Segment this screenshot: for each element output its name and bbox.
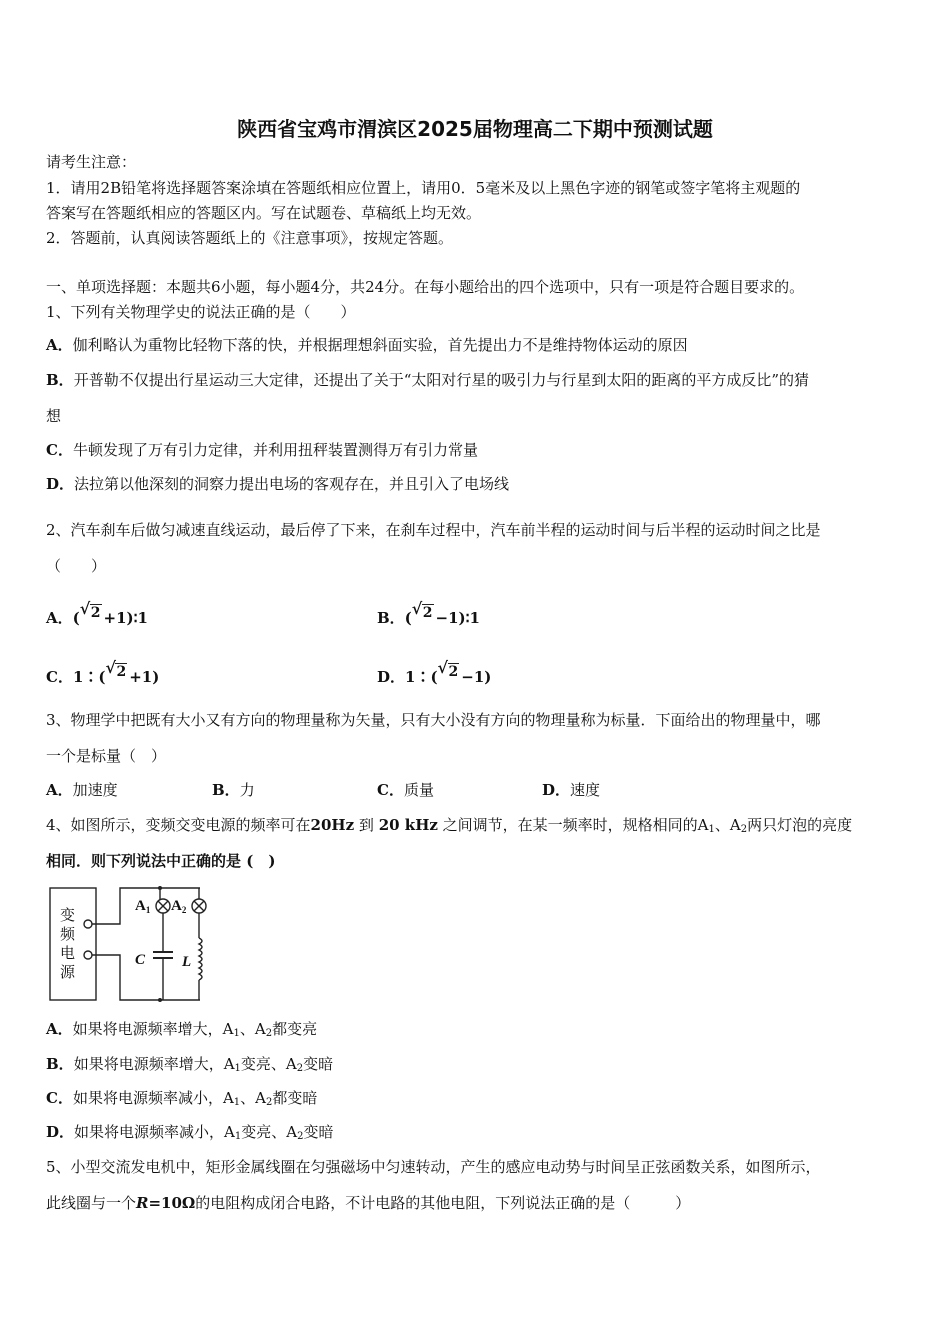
option-label: D．: [542, 781, 571, 799]
stem-text: 、A: [714, 816, 741, 834]
option-label: D．: [46, 1123, 75, 1141]
subscript: 2: [296, 1063, 304, 1074]
question-1-stem: 1、下列有关物理学史的说法正确的是（ ）: [46, 303, 356, 321]
option-label: D．: [46, 475, 75, 493]
question-4-stem-line-2: 相同．则下列说法中正确的是 ( ): [46, 852, 276, 870]
option-text: 如果将电源频率增大，A: [73, 1055, 235, 1073]
subscript: 2: [266, 1097, 273, 1108]
option-label: C．: [46, 441, 73, 459]
question-4-option-c: [46, 1088, 317, 1108]
freq-high: 20 kHz: [378, 816, 438, 834]
stem-text: 之间调节，在某一频率时，规格相同的A: [442, 816, 709, 834]
option-label: C．: [377, 781, 404, 799]
option-label: A．(: [46, 609, 80, 627]
inductor-icon: [199, 938, 202, 980]
junction-dot: [158, 998, 162, 1002]
option-tail: −1): [461, 668, 492, 686]
option-text: 变暗: [303, 1123, 334, 1141]
source-label-char: 源: [60, 965, 76, 981]
radicand: 2: [448, 664, 459, 680]
subscript: 1: [708, 824, 715, 835]
option-text: 如果将电源频率减小，A: [74, 1123, 235, 1141]
stem-text: 4、如图所示，变频交变电源的频率可在: [46, 816, 311, 834]
question-4-option-a: [46, 1019, 317, 1039]
resistor-symbol: R: [136, 1194, 149, 1212]
lamp-a2-label: $A_2$: [171, 898, 187, 915]
option-tail: +1): [129, 668, 160, 686]
option-text: 如果将电源频率减小，A: [72, 1089, 234, 1107]
question-2-option-c: [46, 658, 160, 687]
option-text: 都变亮: [272, 1020, 318, 1038]
question-3-option-b: [212, 780, 255, 800]
radicand: 2: [90, 605, 101, 621]
option-label: B．: [46, 371, 74, 389]
option-label: B．: [212, 781, 240, 799]
junction-dot: [158, 886, 162, 890]
notice-heading: 请考生注意：: [46, 153, 137, 171]
subscript: 1: [233, 1097, 241, 1108]
radicand: 2: [116, 664, 127, 680]
subscript: 2: [265, 1028, 273, 1039]
stem-text: 到: [358, 816, 374, 834]
sqrt-symbol: √ 2: [79, 599, 101, 621]
question-4-option-b: [46, 1054, 333, 1074]
question-4-option-d: [46, 1122, 333, 1142]
subscript: 1: [234, 1063, 241, 1074]
sqrt-symbol: √ 2: [437, 658, 459, 680]
inductor-label: L: [182, 954, 192, 970]
option-label: A．: [46, 1020, 73, 1038]
capacitor-label: C: [135, 952, 146, 968]
stem-text: 此线圈与一个: [46, 1194, 137, 1212]
option-label: A．: [46, 781, 73, 799]
option-text: 伽利略认为重物比轻物下落的快，并根据理想斜面实验，首先提出力不是维持物体运动的原因: [72, 336, 688, 354]
notice-item-2: 2．答题前，认真阅读答题纸上的《注意事项》，按规定答题。: [46, 229, 454, 247]
question-1-option-b-cont: 想: [46, 407, 62, 425]
source-label-char: 电: [60, 946, 76, 962]
question-5-stem-line-1: 5、小型交流发电机中，矩形金属线圈在匀强磁场中匀速转动，产生的感应电动势与时间呈正弦函数关系，如图所示，: [46, 1158, 821, 1176]
option-label: B．(: [377, 609, 412, 627]
option-text: 加速度: [72, 781, 118, 799]
option-text: 都变暗: [272, 1089, 318, 1107]
question-1-option-b: [46, 370, 809, 390]
notice-item-1-line-1: 1．请用2B铅笔将选择题答案涂填在答题纸相应位置上，请用0．5毫米及以上黑色字迹的钢笔或签字笔将主观题的: [46, 179, 801, 197]
question-3-stem-line-1: 3、物理学中把既有大小又有方向的物理量称为矢量，只有大小没有方向的物理量称为标量．下面给出的物理量中，哪: [46, 711, 821, 729]
stem-text: 的电阻构成闭合电路，不计电路的其他电阻，下列说法正确的是（ ）: [195, 1194, 691, 1212]
option-text: 速度: [570, 781, 601, 799]
option-label: A．: [46, 336, 73, 354]
option-text: 变亮、A: [240, 1055, 297, 1073]
option-text: 质量: [403, 781, 434, 799]
subscript: 2: [297, 1131, 304, 1142]
option-text: 变亮、A: [241, 1123, 298, 1141]
stem-text: 两只灯泡的亮度: [747, 816, 853, 834]
option-text: 如果将电源频率增大，A: [72, 1020, 234, 1038]
question-2-option-b: [377, 599, 480, 628]
option-text: 力: [239, 781, 255, 799]
question-1-option-c: [46, 440, 478, 460]
source-box: [50, 888, 96, 1000]
circuit-diagram: [46, 882, 216, 1006]
question-1-option-a: [46, 335, 688, 355]
question-2-stem-line-2: （ ）: [46, 557, 107, 575]
option-text: 牛顿发现了万有引力定律，并利用扭秤装置测得万有引力常量: [72, 441, 478, 459]
option-label: C．: [46, 1089, 73, 1107]
resistor-value: =10Ω: [148, 1194, 196, 1212]
section-heading: 一、单项选择题：本题共6小题，每小题4分，共24分。在每小题给出的四个选项中，只有一项是符合题目要求的。: [46, 278, 805, 296]
notice-item-1-line-2: 答案写在答题纸相应的答题区内。写在试题卷、草稿纸上均无效。: [46, 204, 482, 222]
terminal-top: [84, 920, 92, 928]
source-label-char: 频: [60, 927, 76, 943]
option-text: 开普勒不仅提出行星运动三大定律，还提出了关于“太阳对行星的吸引力与行星到太阳的距离的平方成反比”的猜: [73, 371, 810, 389]
option-text: 、A: [240, 1089, 267, 1107]
sqrt-symbol: √ 2: [411, 599, 433, 621]
source-label-char: 变: [60, 908, 76, 924]
option-tail: +1)∶1: [103, 609, 148, 627]
option-label: B．: [46, 1055, 74, 1073]
radicand: 2: [422, 605, 433, 621]
question-3-option-d: [542, 780, 600, 800]
freq-low: 20Hz: [310, 816, 355, 834]
sqrt-symbol: √ 2: [105, 658, 127, 680]
subscript: 2: [740, 824, 748, 835]
page-title: 陕西省宝鸡市渭滨区2025届物理高二下期中预测试题: [237, 117, 713, 141]
option-text: 变暗: [303, 1055, 334, 1073]
question-1-option-d: [46, 474, 509, 494]
question-3-option-a: [46, 780, 118, 800]
lamp-a1-label: $A_1$: [135, 898, 151, 915]
option-text: 、A: [239, 1020, 266, 1038]
question-2-option-a: [46, 599, 148, 628]
question-5-stem-line-2: [46, 1193, 690, 1213]
subscript: 1: [233, 1028, 240, 1039]
question-2-option-d: [377, 658, 492, 687]
option-tail: −1)∶1: [435, 609, 480, 627]
question-3-stem-line-2: 一个是标量（ ）: [46, 747, 167, 765]
option-label: D．1∶(: [377, 668, 438, 686]
subscript: 1: [234, 1131, 242, 1142]
question-2-stem-line-1: 2、汽车刹车后做匀减速直线运动，最后停了下来，在刹车过程中，汽车前半程的运动时间与后半程的运动时间之比是: [46, 521, 821, 539]
option-label: C．1∶(: [46, 668, 106, 686]
question-4-stem-line-1: [46, 815, 852, 835]
terminal-bottom: [84, 951, 92, 959]
option-text: 法拉第以他深刻的洞察力提出电场的客观存在，并且引入了电场线: [74, 475, 510, 493]
question-3-option-c: [377, 780, 434, 800]
